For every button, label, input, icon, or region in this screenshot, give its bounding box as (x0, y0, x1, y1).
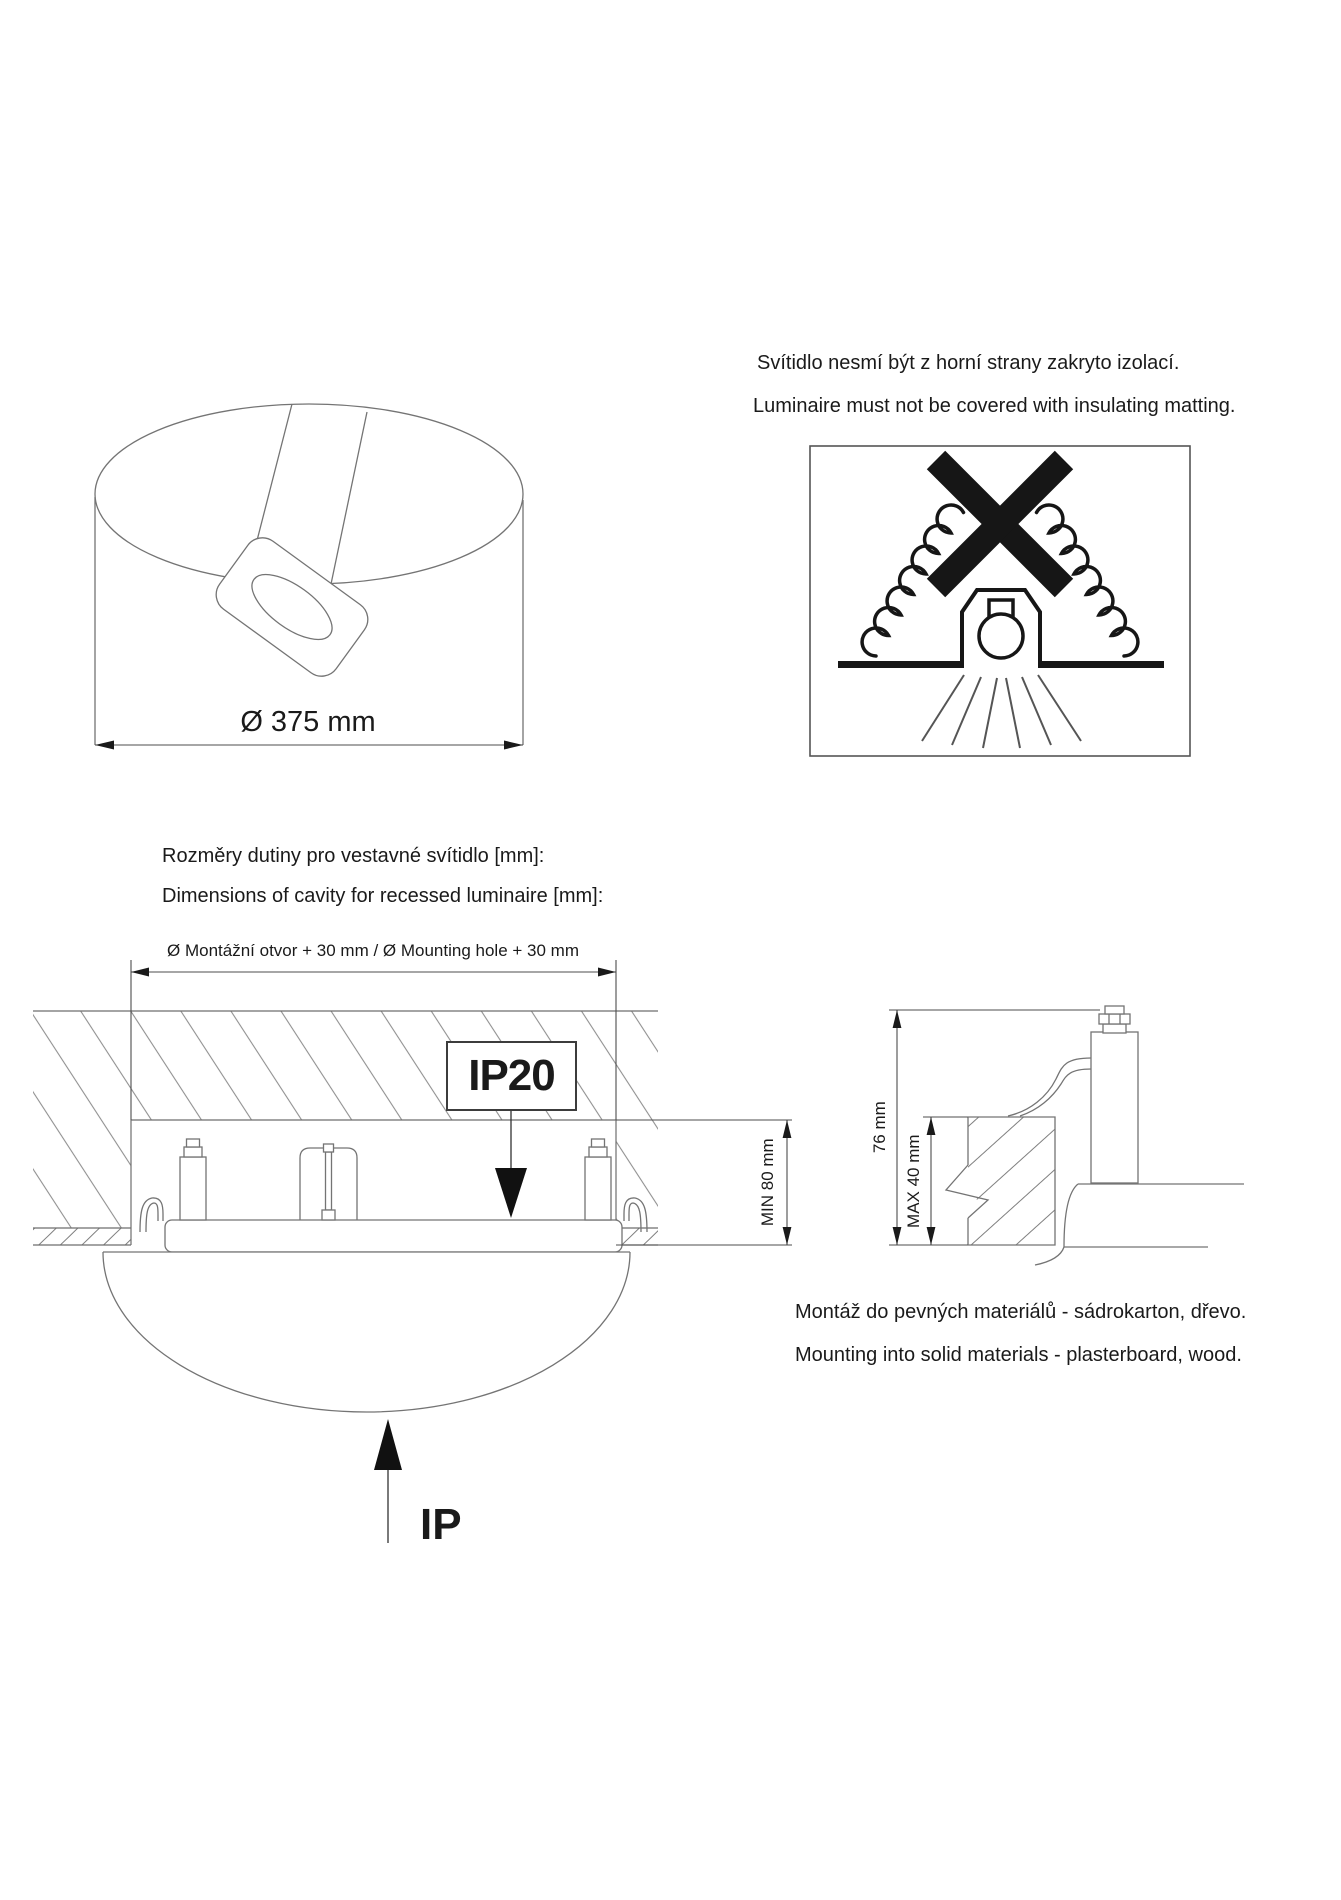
mounting-hole-dimension-label: Ø Montážní otvor + 30 mm / Ø Mounting hole + 30 mm (167, 941, 579, 960)
cavity-heading-en: Dimensions of cavity for recessed luminaire [mm]: (162, 885, 604, 907)
hole-diameter-dimension (95, 741, 523, 750)
side-mount-detail-figure (889, 1006, 1244, 1265)
screw-post-left (180, 1139, 206, 1220)
cavity-heading-cz: Rozměry dutiny pro vestavné svítidlo [mm]: (162, 845, 545, 867)
luminaire-body (103, 1139, 647, 1412)
max-thickness-label: MAX 40 mm (903, 1134, 923, 1228)
screw-post-right (585, 1139, 611, 1220)
mounting-block-hatch (938, 1117, 1055, 1245)
plate-edge-detail (1035, 1184, 1244, 1265)
dimension-arrow-right-icon (504, 741, 523, 750)
mounting-note-en: Mounting into solid materials - plasterboard, wood. (795, 1344, 1242, 1366)
luminaire-housing-icon (962, 590, 1040, 668)
mounting-plate (165, 1220, 622, 1252)
dimension-arrow-left-icon (95, 741, 114, 750)
rim-clip-left (140, 1198, 163, 1232)
ip-label: IP (420, 1500, 462, 1549)
insulation-warning-text-cz: Svítidlo nesmí být z horní strany zakryto izolací. (757, 352, 1180, 374)
hole-saw-figure (95, 404, 523, 745)
saw-handle (209, 531, 375, 684)
screw-post-detail (1091, 1006, 1138, 1183)
min-depth-label: MIN 80 mm (757, 1138, 777, 1227)
spring-clip (1008, 1058, 1091, 1116)
center-bracket (300, 1144, 357, 1220)
glass-dome (103, 1252, 630, 1412)
hole-diameter-label: Ø 375 mm (240, 706, 376, 738)
insulation-warning-text-en: Luminaire must not be covered with insulating matting. (753, 395, 1236, 417)
ip20-pointer-arrow (495, 1111, 527, 1218)
ip-rating-badge: IP20 (446, 1041, 577, 1111)
mounting-note-cz: Montáž do pevných materiálů - sádrokarton, dřevo. (795, 1301, 1247, 1323)
fixture-height-label: 76 mm (869, 1101, 889, 1154)
cavity-cross-section-figure (33, 960, 792, 1543)
cut-hole-ellipse (95, 404, 523, 584)
ip-up-arrow (374, 1419, 402, 1543)
insulation-warning-figure (810, 446, 1190, 756)
